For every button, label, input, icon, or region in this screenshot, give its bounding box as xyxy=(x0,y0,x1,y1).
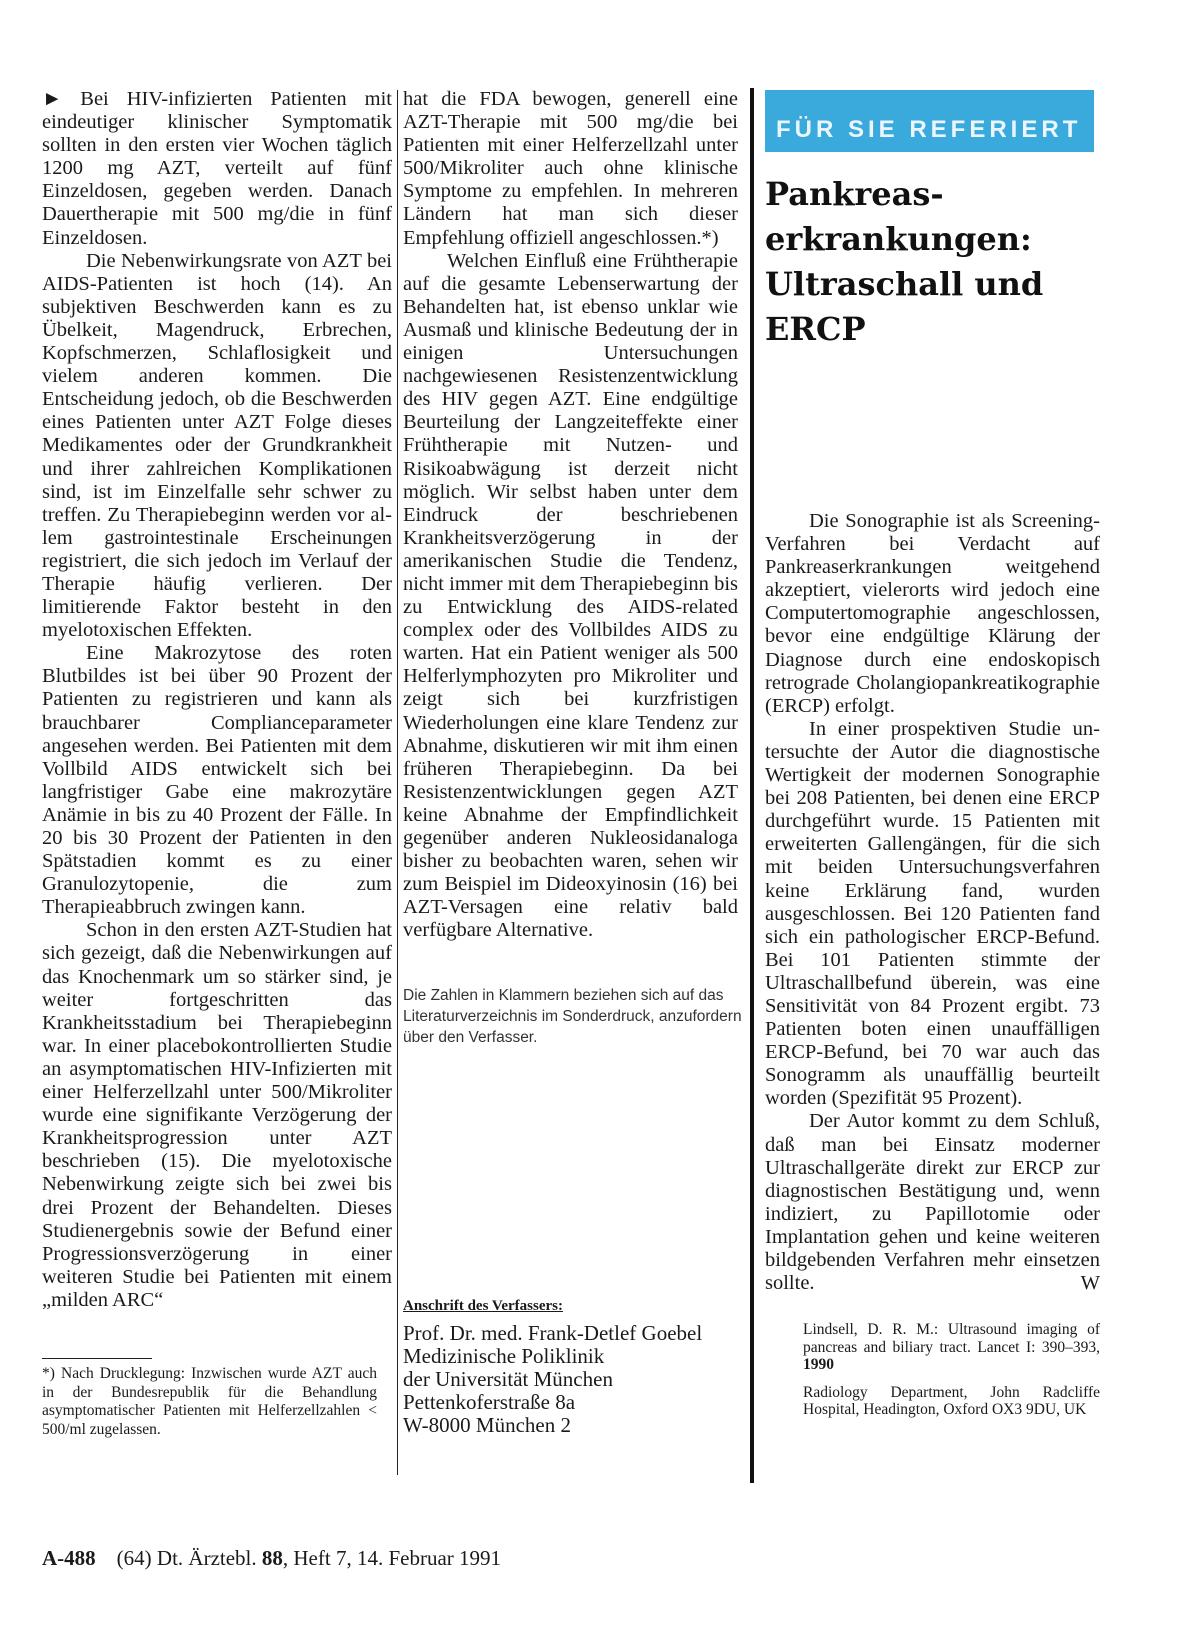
col1-paragraph-2: Die Nebenwirkungsrate von AZT bei AIDS-Patienten ist hoch (14). An subjektiven Beschwerden kann es zu Übelkeit, Magendruck, Erbrechen, Kopfschmerzen, Schlaflosigkeit und vielem anderen kommen. Die Entscheidung jedoch, ob die Beschwerden eines Patienten unter AZT Folge dieses Medikamentes oder der Grundkrankheit und ihrer zahlreichen Komplikationen sind, ist im Einzelfalle sehr schwer zu treffen. Zu Therapiebeginn werden vor allem gastrointestinale Erscheinungen registriert, die sich jedoch im Verlauf der Therapie häufig verlieren. Der limitierende Faktor besteht in den myelotoxischen Effekten. xyxy=(42,249,392,642)
column-1 xyxy=(42,88,392,1312)
reference-entry xyxy=(803,1321,1100,1374)
issue-info: , Heft 7, 14. Februar 1991 xyxy=(282,1546,502,1570)
footnote: *) Nach Drucklegung: Inzwischen wurde AZT auch in der Bundesrepublik für die Behandlung asymptomatischer Patienten mit Helferzellzahlen < 500/ml zugelassen. xyxy=(42,1365,377,1438)
page-number: A-488 xyxy=(42,1546,96,1570)
col1-paragraph-1: ► Bei HIV-infizierten Patienten mit eindeutiger klinischer Symptomatik sollten in den ersten vier Wochen täglich 1200 mg AZT, verteilt auf fünf Einzeldosen, gegeben werden. Danach Dauertherapie mit 500 mg/die in fünf Einzeldosen. xyxy=(42,88,392,249)
col2-paragraph-1: hat die FDA bewogen, generell eine AZT-Therapie mit 500 mg/die bei Patienten mit einer Helferzellzahl unter 500/Mikroliter auch ohne klinische Symptome zu empfehlen. In mehreren Ländern hat man sich dieser Empfehlung offiziell angeschlossen.*) xyxy=(403,88,738,249)
issue-prefix: (64) Dt. Ärztebl. xyxy=(116,1546,262,1570)
article-headline xyxy=(765,172,1095,352)
column-divider xyxy=(397,90,398,1475)
col1-paragraph-4: Schon in den ersten AZT-Studien hat sich gezeigt, daß die Nebenwirkungen auf das Knochenmark um so stärker sind, je weiter fortgeschritten das Krankheitsstadium bei Therapiebeginn war. In einer placebokontrollierten Studie an asymptomatischen HIV-Infizierten mit einer Helferzellzahl unter 500/Mikroliter wurde eine signifikante Verzögerung der Krankheitsprogression unter AZT beschrieben (15). Die myelotoxische Nebenwirkung zeigte sich bei zwei bis drei Prozent der Behandelten. Dieses Studienergebnis sowie der Befund einer Progressionsverzögerung in einer weiteren Studie bei Patienten mit einem „milden ARC“ xyxy=(42,919,392,1311)
reference-affiliation: Radiology Department, John Radcliffe Hospital, Headington, Oxford OX3 9DU, UK xyxy=(803,1383,1100,1418)
references xyxy=(803,1321,1100,1429)
col1-paragraph-3: Eine Makrozytose des roten Blutbildes ist bei über 90 Prozent der Patienten zu registrieren und kann als brauchbarer Complianceparameter angesehen werden. Bei Patienten mit dem Vollbild AIDS entwickelt sich bei langfristiger Gabe eine makrozytäre Anämie in bis zu 40 Prozent der Fälle. In 20 bis 30 Prozent der Patienten in den Spätstadien kommt es zu einer Granulozytopenie, die zum Therapieabbruch zwingen kann. xyxy=(42,642,392,919)
headline-line: Pankreas- xyxy=(765,175,944,213)
column-2 xyxy=(403,88,738,942)
section-banner-label: FÜR SIE REFERIERT xyxy=(776,116,1082,143)
address-line: W-8000 München 2 xyxy=(403,1413,571,1437)
page-footer xyxy=(42,1546,501,1571)
article-body xyxy=(765,510,1100,1295)
headline-line: ERCP xyxy=(765,310,866,348)
address-line: Prof. Dr. med. Frank-Detlef Goebel xyxy=(403,1321,703,1345)
volume-number: 88 xyxy=(261,1546,283,1570)
section-divider xyxy=(750,88,754,1483)
address-line: Medizinische Poliklinik xyxy=(403,1344,605,1368)
literature-note: Die Zahlen in Klammern beziehen sich auf das Literaturverzeichnis im Sonderdruck, anzufordern über den Verfasser. xyxy=(403,987,742,1046)
address-line: der Universität München xyxy=(403,1367,613,1391)
reference-year: 1990 xyxy=(803,1356,834,1373)
reference-text: Lindsell, D. R. M.: Ultrasound imaging of pancreas and biliary tract. Lancet I: 390–393, xyxy=(803,1321,1100,1356)
address-line: Pettenkoferstraße 8a xyxy=(403,1390,576,1414)
author-signature: W xyxy=(1080,1272,1100,1295)
col3-paragraph-2: In einer prospektiven Studie untersuchte der Autor die diagnostische Wertigkeit der modernen Sonographie bei 208 Patienten, bei denen eine ERCP durchgeführt wurde. 15 Patienten mit erweiterten Gallengängen, für die sich mit beiden Untersuchungsverfahren keine Erklärung fand, wurden ausgeschlossen. Bei 120 Patienten fand sich ein pathologischer ERCP-Befund. Bei 101 Patienten stimmte der Ultraschallbefund überein, was eine Sensitivität von 84 Prozent ergibt. 73 Patienten boten einen unauffälligen ERCP-Befund, bei 70 war auch das Sonogramm als unauffällig beurteilt worden (Spezifität 95 Prozent). xyxy=(765,717,1100,1110)
headline-line: Ultraschall und xyxy=(765,265,1044,303)
headline-line: erkrankungen: xyxy=(765,220,1032,258)
col2-paragraph-2: Welchen Einfluß eine Frühtherapie auf die gesamte Lebenserwartung der Behandelten hat, ist ebenso unklar wie Ausmaß und klinische Bedeutung der in einigen Untersuchungen nachgewiesenen Resistenzentwicklung des HIV gegen AZT. Eine endgültige Beurteilung der Langzeiteffekte einer Frühtherapie mit Nutzen- und Risikoabwägung ist derzeit nicht möglich. Wir selbst haben unter dem Eindruck der beschriebenen Krankheitsverzögerung in der amerikanischen Studie die Tendenz, nicht immer mit dem Therapiebeginn bis zu Entwicklung des AIDS-related complex oder des Vollbildes AIDS zu warten. Hat ein Patient weniger als 500 Helferlymphozyten pro Mikroliter und zeigt sich bei kurzfristigen Wiederholungen eine klare Tendenz zur Abnahme, diskutieren wir mit ihm einen früheren Therapiebeginn. Da bei Resistenzentwicklungen gegen AZT keine Abnahme der Empfindlichkeit gegenüber anderen Nukleosidanaloga bisher zu beobachten waren, sehen wir zum Beispiel im Dideoxyinosin (16) bei AZT-Versagen eine relativ bald verfügbare Alternative. xyxy=(403,249,738,942)
col3-paragraph-1: Die Sonographie ist als Screening-Verfahren bei Verdacht auf Pankreaserkrankungen weitgehend akzeptiert, vielerorts wird jedoch eine Computertomographie angeschlossen, bevor eine endgültige Klärung der Diagnose durch eine endoskopisch retrograde Cholangiopankreatikographie (ERCP) erfolgt. xyxy=(765,510,1100,717)
address-heading: Anschrift des Verfassers: xyxy=(403,1298,563,1314)
footnote-divider xyxy=(42,1358,152,1359)
col3-paragraph-3 xyxy=(765,1110,1100,1295)
author-address xyxy=(403,1322,702,1437)
col3-paragraph-3-text: Der Autor kommt zu dem Schluß, daß man bei Einsatz moderner Ultraschallgeräte direkt zur ERCP zur diagnostischen Bestätigung und, wenn indiziert, zu Papillotomie oder Implantation gehen und keine weiteren bildgebenden Verfahren mehr einsetzen sollte. xyxy=(765,1110,1100,1295)
